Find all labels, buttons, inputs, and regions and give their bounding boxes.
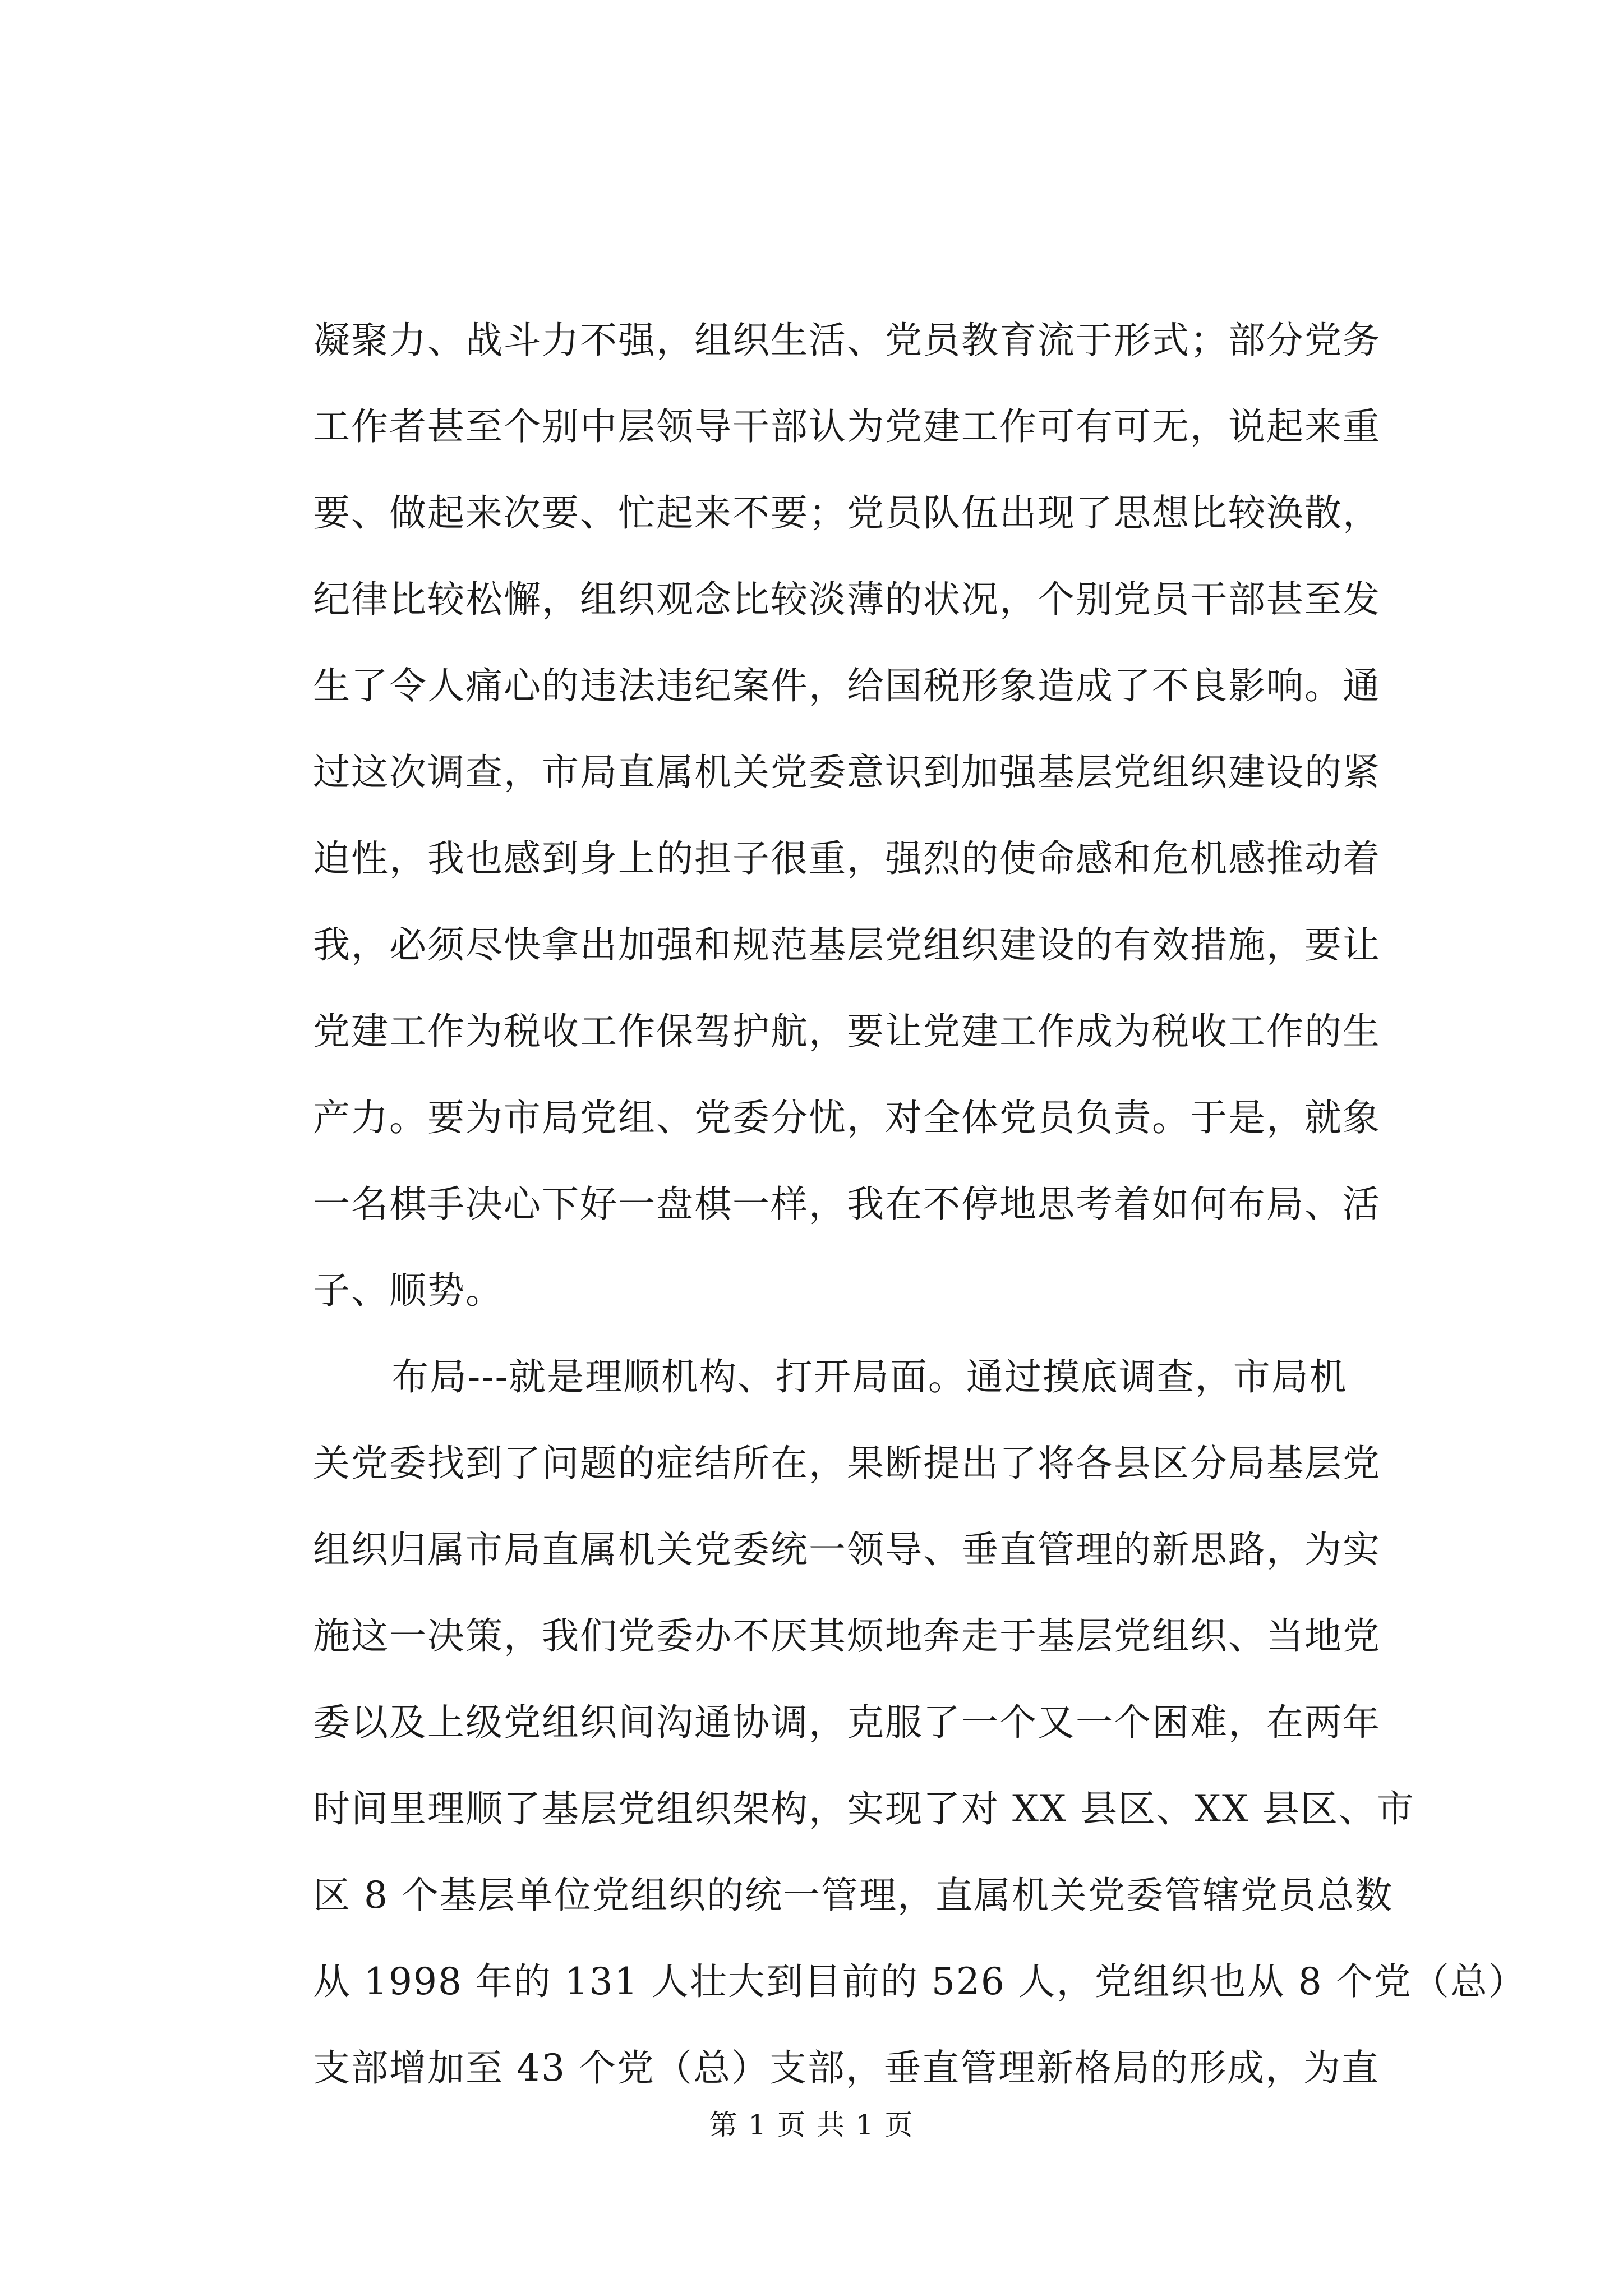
text-line: 区 8 个基层单位党组织的统一管理，直属机关党委管辖党员总数 [313,1874,1393,1917]
text-line: 迫性，我也感到身上的担子很重，强烈的使命感和危机感推动着 [313,837,1381,880]
document-body [313,297,1527,2111]
text-line: 要、做起来次要、忙起来不要；党员队伍出现了思想比较涣散， [313,491,1381,535]
text-line: 产力。要为市局党组、党委分忧，对全体党员负责。于是，就象 [313,1096,1381,1139]
page-footer [0,2102,1623,2143]
text-line: 组织归属市局直属机关党委统一领导、垂直管理的新思路，为实 [313,1528,1381,1571]
text-line: 一名棋手决心下好一盘棋一样，我在不停地思考着如何布局、活 [313,1182,1381,1226]
text-line: 生了令人痛心的违法违纪案件，给国税形象造成了不良影响。通 [313,664,1381,707]
text-line: 工作者甚至个别中层领导干部认为党建工作可有可无，说起来重 [313,405,1381,448]
text-line: 关党委找到了问题的症结所在，果断提出了将各县区分局基层党 [313,1442,1381,1485]
text-line: 我，必须尽快拿出加强和规范基层党组织建设的有效措施，要让 [313,923,1381,967]
text-line: 纪律比较松懈，组织观念比较淡薄的状况，个别党员干部甚至发 [313,578,1381,621]
text-line: 凝聚力、战斗力不强，组织生活、党员教育流于形式；部分党务 [313,319,1381,362]
text-line: 施这一决策，我们党委办不厌其烦地奔走于基层党组织、当地党 [313,1614,1381,1658]
text-line: 子、顺势。 [313,1269,504,1312]
text-line: 支部增加至 43 个党（总）支部，垂直管理新格局的形成，为直 [313,2046,1380,2090]
page-number-label: 第 1 页 共 1 页 [709,2109,914,2141]
text-line: 时间里理顺了基层党组织架构，实现了对 XX 县区、XX 县区、市 [313,1787,1415,1830]
text-line: 过这次调查，市局直属机关党委意识到加强基层党组织建设的紧 [313,751,1381,794]
text-line: 从 1998 年的 131 人壮大到目前的 526 人，党组织也从 8 个党（总） [313,1960,1527,2003]
text-line: 委以及上级党组织间沟通协调，克服了一个又一个困难，在两年 [313,1701,1381,1744]
text-line: 党建工作为税收工作保驾护航，要让党建工作成为税收工作的生 [313,1010,1381,1053]
text-line: 布局---就是理顺机构、打开局面。通过摸底调查，市局机 [391,1355,1348,1398]
